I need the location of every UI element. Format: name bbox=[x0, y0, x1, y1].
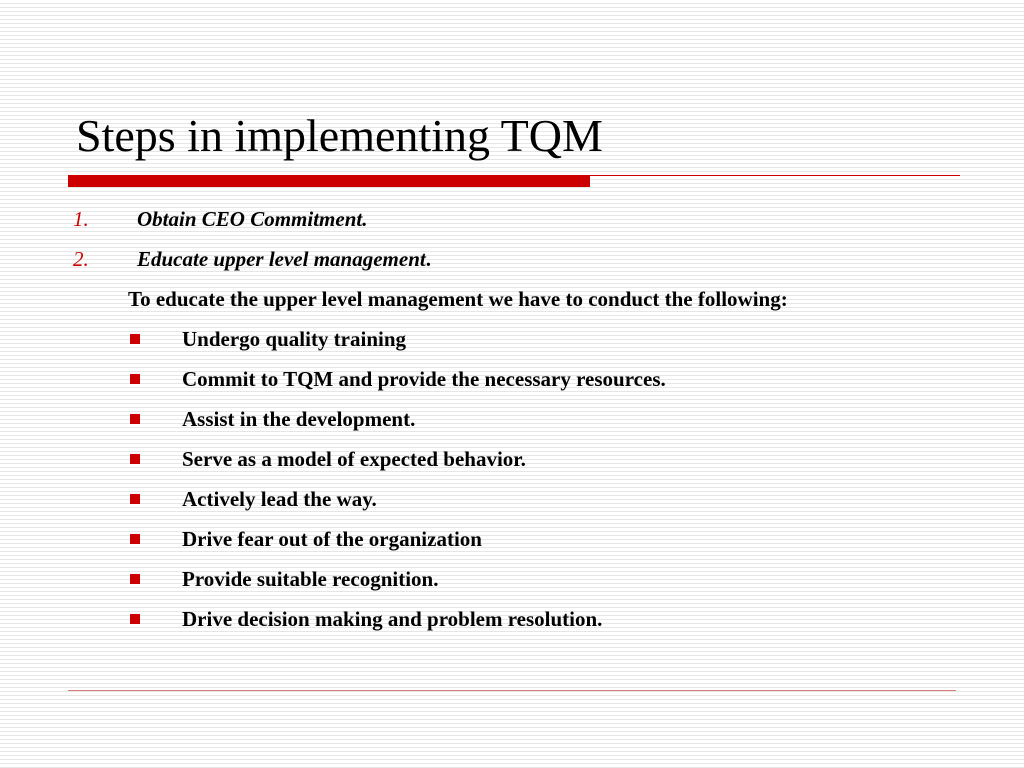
square-bullet-icon bbox=[130, 534, 140, 544]
square-bullet-icon bbox=[130, 574, 140, 584]
bullet-item: Provide suitable recognition. bbox=[182, 567, 439, 591]
square-bullet-icon bbox=[130, 454, 140, 464]
bullet-item: Undergo quality training bbox=[182, 327, 407, 351]
bullet-item: Drive decision making and problem resolution. bbox=[182, 607, 603, 631]
square-bullet-icon bbox=[130, 614, 140, 624]
bullet-item: Assist in the development. bbox=[182, 407, 416, 431]
square-bullet-icon bbox=[130, 494, 140, 504]
title-underline-thick bbox=[68, 175, 590, 187]
bullet-item: Actively lead the way. bbox=[182, 487, 377, 511]
step-text: Obtain CEO Commitment. bbox=[137, 207, 368, 231]
square-bullet-icon bbox=[130, 414, 140, 424]
bullet-item: Commit to TQM and provide the necessary resources. bbox=[182, 367, 666, 391]
bullet-item: Drive fear out of the organization bbox=[182, 527, 482, 551]
square-bullet-icon bbox=[130, 334, 140, 344]
bullet-item: Serve as a model of expected behavior. bbox=[182, 447, 526, 471]
step-item bbox=[137, 245, 431, 273]
step-item bbox=[137, 205, 367, 233]
step-number: 2. bbox=[73, 247, 89, 271]
step-suffix: . bbox=[425, 247, 431, 271]
footer-divider bbox=[68, 690, 956, 691]
title-underline-thin bbox=[590, 175, 960, 176]
intro-text: To educate the upper level management we have to conduct the following: bbox=[128, 287, 788, 311]
step-number: 1. bbox=[73, 207, 89, 231]
step-text: Educate upper level management bbox=[137, 247, 426, 271]
slide-title: Steps in implementing TQM bbox=[76, 110, 603, 161]
square-bullet-icon bbox=[130, 374, 140, 384]
